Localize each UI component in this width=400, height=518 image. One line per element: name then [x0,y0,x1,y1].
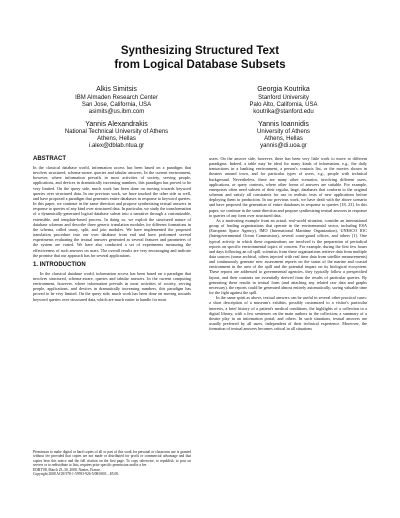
conference-info: EDBT'08, March 25–30, 2008, Nantes, France. [33,467,101,472]
author-name: Georgia Koutrika [257,86,310,93]
author-email: i.alex@dblab.ntua.gr [88,143,145,149]
body-paragraph: As a motivating example from an actual, real-world situation, consider an international group of leading organizations that operate in the environmental sector, including ESA (European Space Agency), IMO (International Maritime Organization), UNESCO IOC (Intergovernmental Ocean Commission), several coast-guard offices, and others [1]. One typical activity in which these organizations are involved is the preparation of periodical reports on specific environmental topics of concern. For example, during the first few hours and days following an oil spill, scientists from these organizations retrieve data from multiple data sources (some archival, others injected with real time data from satellite measurements) and continuously generate new assessment reports on the status of the marine and coastal environment in the area of the spill and the potential impact on its biological ecosystem. These reports are addressed to governmental agencies, they typically follow a prespecified layout, and their contents are essentially derived from the results of particular queries. By generating these results in textual form (and attaching any related raw data and graphs necessary), the reports could be generated almost entirely automatically, saving valuable time for the fight against the spill. [209,217,367,296]
permission-notice: Permission to make digital or hard copies of all or part of this work for personal or classroom use is granted without fee provided that copies are not made or distributed for profit or commercial advantage and that copies bear this notice and the full citation on the first page. To copy otherwise, to republish, to post on servers or to redistribute to lists, requires prior specific permission and/or a fee. [33,450,191,468]
author-affiliation: National Technical University of Athens [64,129,169,135]
abstract-heading: ABSTRACT [33,156,66,162]
author-2 [200,86,367,116]
body-paragraph: users. On the answer side, however, there has been very little work to move to different paradigms. Indeed, a table may be ideal for many kinds of information, e.g., the daily transactions in a banking environment, a person's contacts list, or the movies shown in theaters around town, and for particular types of users, e.g., people with technical background. Nevertheless, there are many other scenarios, involving different users, applications, or query contexts, where other forms of answers are suitable. For example, enterprises often need subsets of their regular, large, databases that conform to the original schemas and satisfy all constraints for use in realistic tests of new applications before deploying them to production. In our previous work, we have dealt with the above scenario and have proposed the generation of entire databases in response to queries [18, 23]. In this paper, we continue in the same direction and propose synthesizing textual answers in response to queries of any form over structured data. [209,156,367,218]
author-location: San Jose, California, USA [81,101,152,108]
author-name: Yannis Ioannidis [258,120,309,128]
author-location: Athens, Hellas [264,136,303,142]
author-location: Palo Alto, California, USA [249,101,318,108]
title-line-1: Synthesizing Structured Text [120,45,280,57]
author-3 [33,121,200,151]
author-name: Alkis Simitsis [96,86,137,93]
author-block [33,86,367,150]
author-email: yannis@di.uoa.gr [260,143,307,149]
right-column [209,156,367,331]
author-affiliation: University of Athens [256,129,311,135]
left-column [33,156,191,302]
author-affiliation: Stanford University [258,94,309,101]
title-line-2: from Logical Database Subsets [114,59,286,71]
author-email: asimits@us.ibm.com [88,108,145,115]
introduction-paragraph: In the classical database world, information access has been based on a paradigm that involves structured, schema-aware, queries and tabular answers. In the current computing environment, however, where information prevails in most activities of society, serving people, applications, and devices in dramatically increasing numbers, this paradigm has proved to be very limited. On the query side, much work has been done on moving towards keyword queries over structured data, which are much easier to handle for most [33,270,191,302]
copyright-line: Copyright 2008 ACM 978-1-59593-926-5/08/0003 ...$5.00. [33,472,119,477]
body-paragraph: In the same spirit as above, textual answers can be useful in several other practical cases: a short description of a museum's exhibits, possibly customized to a visitor's particular interests, a brief history of a patient's medical conditions, the highlights of a collection in a digital library, with a few sentences on the main authors in the collection; a summary of a theatre play in an information portal; and others. In such situations, textual answers are usually preferred by all users, independent of their technical experience. Moreover, the formation of textual answers becomes critical in all situations [209,295,367,332]
introduction-heading: 1. INTRODUCTION [33,261,86,268]
author-name: Yannis Alexandrakis [85,120,148,128]
author-affiliation: IBM Almaden Research Center [75,94,158,101]
author-1 [33,86,200,116]
author-email: koutrika@stanford.edu [253,108,314,115]
author-4 [200,121,367,151]
abstract-text: In the classical database world, information access has been based on a paradigm that involves structured, schema-aware, queries and tabular answers. In the current environment, however, where information prevails in most activities of society, serving people, applications, and devices in dramatically increasing numbers, this paradigm has proved to be very limited. On the query side, much work has been done on moving towards keyword queries over structured data. In our previous work, we have touched the other side as well, and have proposed a paradigm that generates entire databases in response to keyword queries. In this paper, we continue in the same direction and propose synthesizing textual answers in response to queries of any kind over structured data. In particular, we study the transformation of a dynamically-generated logical database subset into a narrative through a customizable, extensible, and template-based process. In doing so, we exploit the structured nature of database schemas and describe three generic translation modules for different formations in the schema, called unary, split, and join modules. We have implemented the proposed translation procedure into our own database front end and have performed several experiments evaluating the textual answers generated as several features and parameters of the system are varied. We have also conducted a set of experiments measuring the effectiveness of such answers on users. The overall results are very encouraging and indicate the promise that our approach has for several applications. [33,165,191,258]
author-location: Athens, Hellas [97,136,136,142]
paper-title [0,44,400,72]
copyright-footnote [33,450,191,476]
